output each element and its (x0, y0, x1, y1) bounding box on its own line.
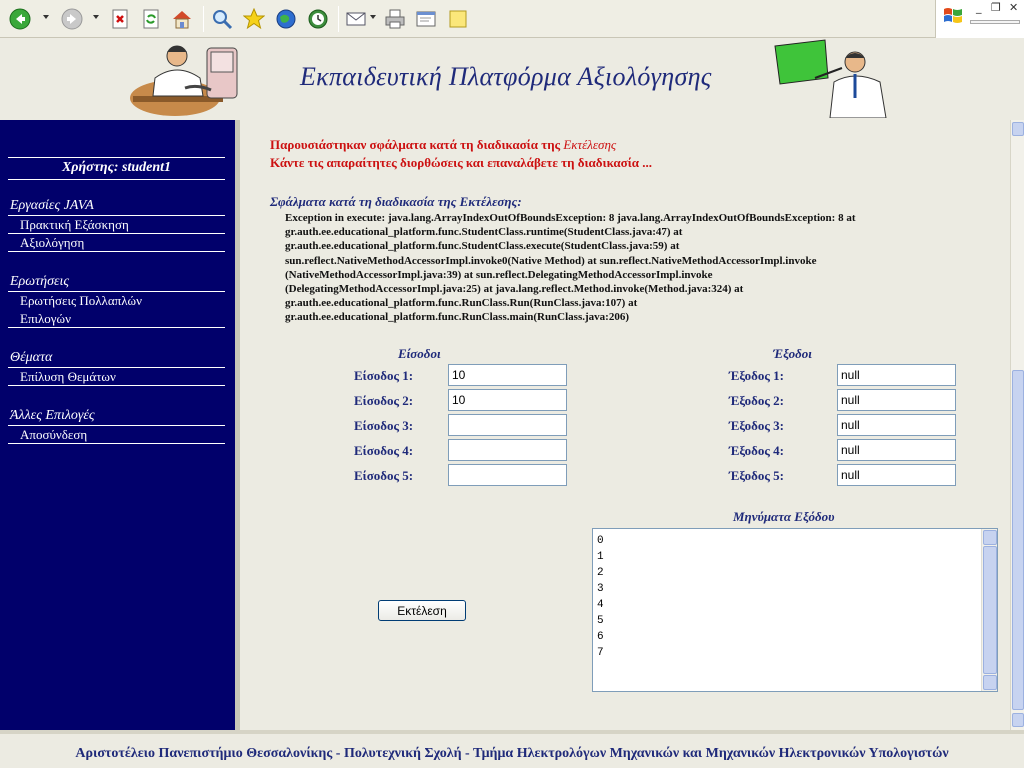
exception-stacktrace (285, 211, 985, 325)
search-icon[interactable] (210, 7, 234, 31)
sidebar-item-multiple-choice-cont[interactable]: Επιλογών (8, 310, 225, 328)
edit-icon[interactable] (414, 7, 438, 31)
exception-title: Σφάλματα κατά τη διαδικασία της Εκτέλεσης: (270, 194, 522, 209)
favorites-icon[interactable] (242, 7, 266, 31)
home-icon[interactable] (170, 7, 194, 31)
sidebar-item-logout[interactable]: Αποσύνδεση (8, 426, 225, 444)
input-field-1[interactable]: 10 (448, 364, 567, 386)
execute-button[interactable]: Εκτέλεση (378, 600, 466, 621)
stacktrace-line: Exception in execute: java.lang.ArrayIndexOutOfBoundsException: 8 java.lang.ArrayIndexOutOfBoundsException: 8 at (285, 212, 856, 224)
message-line: 6 (597, 631, 604, 643)
sidebar-item-practice[interactable]: Πρακτική Εξάσκηση (8, 216, 225, 234)
input-field-5[interactable] (448, 464, 567, 486)
header-banner (0, 38, 1024, 120)
stacktrace-line: (NativeMethodAccessorImpl.java:39) at sun.reflect.DelegatingMethodAccessorImpl.invoke (285, 268, 713, 281)
output-label-2: Έξοδος 2: (729, 393, 784, 408)
refresh-icon[interactable] (139, 7, 163, 31)
message-line: 4 (597, 599, 604, 611)
sidebar-item-multiple-choice[interactable]: Ερωτήσεις Πολλαπλών (20, 293, 142, 308)
sidebar-heading-java: Εργασίες JAVA (10, 198, 94, 213)
input-field-3[interactable] (448, 414, 567, 436)
output-label-4: Έξοδος 4: (729, 443, 784, 458)
footer-text: Αριστοτέλειο Πανεπιστήμιο Θεσσαλονίκης - Πολυτεχνική Σχολή - Τμήμα Ηλεκτρολόγων Μηχανικών και Μηχανικών Ηλεκτρονικών Υπολογιστών (75, 746, 949, 761)
error-message-emphasis: Εκτέλεσης (563, 137, 617, 152)
stacktrace-line: gr.auth.ee.educational_platform.func.StudentClass.execute(StudentClass.java:59) at (285, 240, 680, 253)
message-line: 0 (597, 535, 604, 547)
input-label-5: Είσοδος 5: (354, 468, 414, 483)
sidebar-item-solve-topics[interactable]: Επίλυση Θεμάτων (8, 368, 225, 386)
mail-icon[interactable] (344, 7, 368, 31)
back-dropdown-icon[interactable] (43, 15, 49, 19)
browser-toolbar (0, 0, 1024, 38)
mail-dropdown-icon[interactable] (370, 15, 376, 19)
output-messages-heading: Μηνύματα Εξόδου (733, 509, 835, 524)
print-icon[interactable] (383, 7, 407, 31)
banner-title: Εκπαιδευτική Πλατφόρμα Αξιολόγησης (300, 62, 712, 91)
forward-icon[interactable] (60, 7, 84, 31)
output-field-3[interactable]: null (837, 414, 956, 436)
outputs-heading: Έξοδοι (773, 346, 812, 361)
media-icon[interactable] (274, 7, 298, 31)
input-field-2[interactable]: 10 (448, 389, 567, 411)
messages-scroll-thumb[interactable] (983, 546, 997, 674)
windows-flag-icon (942, 5, 964, 27)
stop-icon[interactable] (108, 7, 132, 31)
error-message-line1: Παρουσιάστηκαν σφάλματα κατά τη διαδικασία της Εκτέλεσης (270, 137, 617, 152)
output-field-2[interactable]: null (837, 389, 956, 411)
windows-logo-area (935, 0, 1024, 38)
sidebar-heading-questions: Ερωτήσεις (10, 274, 70, 289)
input-label-4: Είσοδος 4: (354, 443, 414, 458)
message-line: 7 (597, 647, 604, 659)
restore-button[interactable]: ❐ (991, 1, 1001, 14)
page-scroll-up-icon[interactable] (1012, 122, 1024, 136)
stacktrace-line: (DelegatingMethodAccessorImpl.java:25) at java.lang.reflect.Method.invoke(Method.java:324) at (285, 283, 744, 296)
main-content (240, 120, 1010, 730)
output-label-3: Έξοδος 3: (729, 418, 784, 433)
page-scrollbar[interactable] (1010, 120, 1024, 730)
discuss-icon[interactable] (446, 7, 470, 31)
sidebar (0, 120, 235, 730)
history-icon[interactable] (306, 7, 330, 31)
back-icon[interactable] (8, 7, 32, 31)
stacktrace-line: gr.auth.ee.educational_platform.func.RunClass.Run(RunClass.java:107) at (285, 297, 638, 310)
input-label-3: Είσοδος 3: (354, 418, 414, 433)
output-field-5[interactable]: null (837, 464, 956, 486)
message-line: 1 (597, 551, 604, 563)
inputs-heading: Είσοδοι (398, 346, 441, 361)
messages-scrollbar[interactable] (981, 529, 997, 691)
sidebar-user: Χρήστης: student1 (8, 157, 225, 180)
office-worker-illustration (125, 38, 253, 118)
close-button[interactable]: ✕ (1009, 1, 1019, 14)
message-line: 2 (597, 567, 604, 579)
messages-scroll-down-icon[interactable] (983, 675, 997, 690)
output-field-4[interactable]: null (837, 439, 956, 461)
input-label-2: Είσοδος 2: (354, 393, 414, 408)
window-progress-bar (970, 20, 1020, 24)
minimize-button[interactable]: _ (976, 1, 982, 14)
footer (0, 734, 1024, 768)
input-label-1: Είσοδος 1: (354, 368, 414, 383)
output-field-1[interactable]: null (837, 364, 956, 386)
message-line: 3 (597, 583, 604, 595)
sidebar-heading-other: Άλλες Επιλογές (10, 408, 95, 423)
presenter-illustration (770, 38, 895, 118)
output-messages-textarea[interactable] (592, 528, 998, 692)
page-scroll-thumb[interactable] (1012, 370, 1024, 710)
page-scroll-down-icon[interactable] (1012, 713, 1024, 727)
forward-dropdown-icon[interactable] (93, 15, 99, 19)
stacktrace-line: gr.auth.ee.educational_platform.func.RunClass.main(RunClass.java:206) (285, 311, 629, 324)
messages-scroll-up-icon[interactable] (983, 530, 997, 545)
error-message-line2: Κάντε τις απαραίτητες διορθώσεις και επαναλάβετε τη διαδικασία ... (270, 155, 653, 170)
stacktrace-line: gr.auth.ee.educational_platform.func.StudentClass.runtime(StudentClass.java:47) at (285, 226, 683, 239)
sidebar-heading-topics: Θέματα (10, 350, 53, 365)
output-label-5: Έξοδος 5: (729, 468, 784, 483)
stacktrace-line: sun.reflect.NativeMethodAccessorImpl.invoke0(Native Method) at sun.reflect.NativeMethodAccessorImpl.invoke (285, 254, 817, 267)
output-label-1: Έξοδος 1: (729, 368, 784, 383)
sidebar-item-evaluation[interactable]: Αξιολόγηση (8, 234, 225, 252)
input-field-4[interactable] (448, 439, 567, 461)
message-line: 5 (597, 615, 604, 627)
